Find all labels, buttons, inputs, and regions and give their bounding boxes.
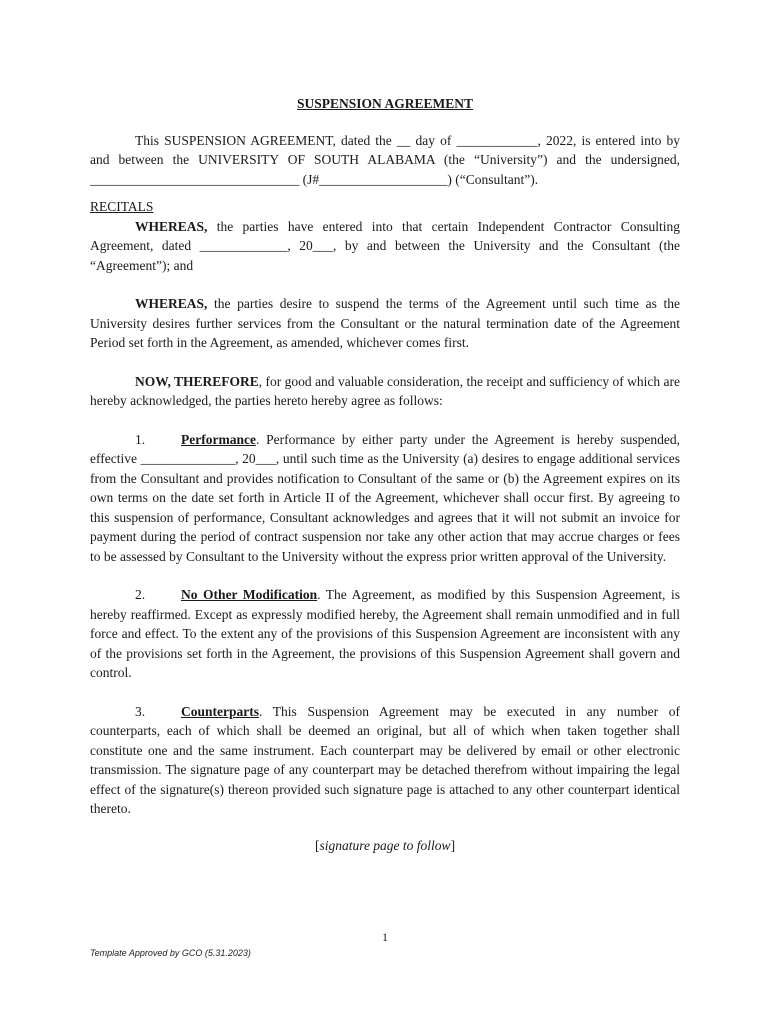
- section-1-text: . Performance by either party under the Agreement is hereby suspended, effective ______________, 20___, until such time as the University (a) desires to engage additional services from the Consultant and provides notification to Consultant of the same or (b) the Agreement expires on its own terms on the date set forth in Article II of the Agreement, whichever shall occur first. By agreeing to this suspension of performance, Consultant acknowledges and agrees that it will not submit an invoice for payment during the period of contract suspension nor take any other action that may accrue charges or fees to be assessed by Consultant to the University without the express prior written approval of the University.: [90, 431, 680, 564]
- section-1: [90, 430, 680, 567]
- recital-1: [90, 217, 680, 276]
- section-3-heading: Counterparts: [181, 703, 259, 719]
- signature-note-open: [: [314, 837, 320, 853]
- recitals-heading: RECITALS: [90, 199, 154, 214]
- recital-2-text: the parties desire to suspend the terms of the Agreement until such time as the University desires further services from the Consultant or the natural termination date of the Agreement Period set forth in the Agreement, as amended, whichever comes first.: [90, 296, 680, 350]
- now-therefore-lead: NOW, THEREFORE: [135, 373, 259, 389]
- document-title: SUSPENSION AGREEMENT: [297, 96, 473, 111]
- section-3-number: 3.: [135, 703, 146, 719]
- footer-note: Template Approved by GCO (5.31.2023): [90, 948, 251, 958]
- section-2-heading: No Other Modification: [181, 587, 318, 602]
- section-3-text: . This Suspension Agreement may be executed in any number of counterparts, each of which shall be deemed an original, but all of which when taken together shall constitute one and the same instrument. Each counterpart may be delivered by email or other electronic transmission. The signature page of any counterpart may be detached therefrom without impairing the legal effect of the signature(s) thereon provided such signature page is attached to any other counterpart identical thereto.: [90, 703, 680, 816]
- recital-2: [90, 294, 680, 353]
- document-page: [90, 94, 680, 855]
- page-number: 1: [382, 930, 388, 944]
- signature-note-text: signature page to follow: [319, 837, 451, 853]
- section-3: [90, 702, 680, 819]
- intro-paragraph: This SUSPENSION AGREEMENT, dated the __ day of ____________, 2022, is entered into by and between the UNIVERSITY OF SOUTH ALABAMA (the “University”) and the undersigned, _______________________________ (J#___________________) (“Consultant”).: [90, 132, 680, 187]
- section-1-heading: Performance: [181, 431, 256, 447]
- recital-1-lead: WHEREAS,: [135, 218, 208, 234]
- signature-note-close: ]: [450, 837, 456, 853]
- section-2-text: . The Agreement, as modified by this Suspension Agreement, is hereby reaffirmed. Except as expressly modified hereby, the Agreement shall remain unmodified and in full force and effect. To the extent any of the provisions of this Suspension Agreement are inconsistent with any of the provisions set forth in the Agreement, the provisions of this Suspension Agreement shall govern and control.: [90, 587, 680, 680]
- now-therefore-paragraph: [90, 372, 680, 411]
- section-2: [90, 585, 680, 683]
- now-therefore-text: , for good and valuable consideration, the receipt and sufficiency of which are hereby acknowledged, the parties hereto hereby agree as follows:: [90, 373, 681, 408]
- section-1-number: 1.: [135, 431, 146, 447]
- signature-note: [90, 836, 680, 856]
- recital-1-text: the parties have entered into that certain Independent Contractor Consulting Agreement, dated _____________, 20___, by and between the University and the Consultant (the “Agreement”); and: [90, 218, 680, 273]
- recital-2-lead: WHEREAS,: [135, 296, 208, 311]
- section-2-number: 2.: [135, 587, 146, 602]
